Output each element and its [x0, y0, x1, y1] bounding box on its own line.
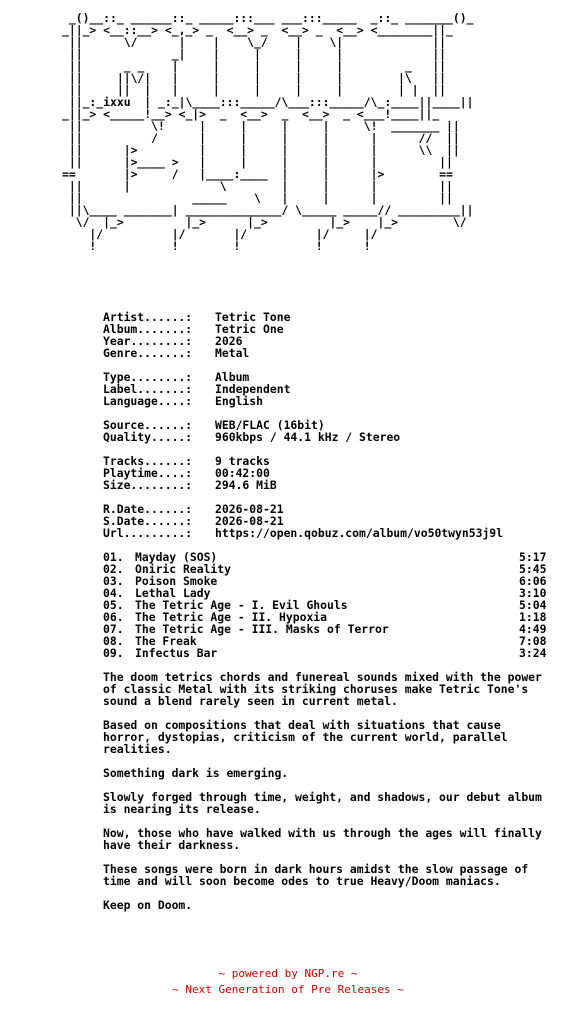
track-duration: 6:06: [519, 574, 547, 588]
track-number: 09.: [103, 646, 124, 660]
album-label: Album.......:: [103, 322, 193, 336]
track-title: The Tetric Age - II. Hypoxia: [135, 610, 328, 624]
track-number: 08.: [103, 634, 124, 648]
release-details: [103, 311, 563, 551]
track-duration: 7:08: [519, 634, 547, 648]
track-number: 06.: [103, 610, 124, 624]
track-duration: 1:18: [519, 610, 547, 624]
tracklist: [103, 551, 563, 671]
description-paragraph: These songs were born in dark hours amidst the slow passage of time and will soon become odes to true Heavy/Doom maniacs.: [103, 862, 529, 888]
type-value: Album: [215, 370, 250, 384]
track-title: The Tetric Age - I. Evil Ghouls: [135, 598, 348, 612]
language-row: [103, 395, 563, 407]
track-title: The Freak: [135, 634, 197, 648]
label-label: Label.......:: [103, 382, 193, 396]
description-paragraph: Based on compositions that deal with situations that cause horror, dystopias, criticism of the current world, parallel realities.: [103, 718, 508, 756]
tracks-label: Tracks......:: [103, 454, 193, 468]
source-label: Source......:: [103, 418, 193, 432]
track-number: 03.: [103, 574, 124, 588]
artist-value: Tetric Tone: [215, 310, 291, 324]
sdate-label: S.Date......:: [103, 514, 193, 528]
track-row: [103, 647, 563, 659]
album-value: Tetric One: [215, 322, 284, 336]
track-duration: 5:45: [519, 562, 547, 576]
size-label: Size........:: [103, 478, 193, 492]
footer-tagline: ~ Next Generation of Pre Releases ~: [172, 983, 404, 996]
playtime-label: Playtime....:: [103, 466, 193, 480]
genre-row: [103, 347, 563, 359]
track-title: Mayday (SOS): [135, 550, 218, 564]
year-label: Year........:: [103, 334, 193, 348]
year-value: 2026: [215, 334, 243, 348]
description-paragraph: Slowly forged through time, weight, and shadows, our debut album is nearing its release.: [103, 790, 542, 816]
track-title: The Tetric Age - III. Masks of Terror: [135, 622, 389, 636]
track-number: 05.: [103, 598, 124, 612]
genre-value: Metal: [215, 346, 250, 360]
playtime-value: 00:42:00: [215, 466, 270, 480]
ascii-art-logo: _()__::_ ______::_ _____:::___ ___:::_____ _::_ _______()_ _||_> <__::__> <_,_> _ <__> _ <__> _ <__> <________||_ || \/ | | \_/ | \| || || _| | | | | || || _ _ | | | | | _ || || ||\/| | | | | | |\ || || || | | | | | | | | || ||_:_ixxu | _:_|\____:::_____/\___:::_____/\_:____||____|| _||_> <_____!__> <_|> _ <__> _ <__> _ <___!____||_ || \! | | | | \! _______ || || / | | | | | // || || |> | | | | | \\ || || |>____ > | | | | | || == |> / |____:____ | | |> == || | \ | | | || || _____ \ | | | || ||\____ _______| ______________/ \_____ _____// _________|| \/ |_> |_> |_> |_> |_> \/ |/ |/ |/ |/ |/ ! ! ! ! !: [62, 11, 474, 253]
size-row: [103, 479, 563, 491]
track-number: 01.: [103, 550, 124, 564]
genre-label: Genre.......:: [103, 346, 193, 360]
sdate-value: 2026-08-21: [215, 514, 284, 528]
description-paragraph: The doom tetrics chords and funereal sounds mixed with the power of classic Metal with its striking choruses make Tetric Tone's sound a blend rarely seen in current metal.: [103, 670, 542, 708]
track-duration: 5:04: [519, 598, 547, 612]
quality-row: [103, 431, 563, 443]
type-label: Type........:: [103, 370, 193, 384]
quality-label: Quality.....:: [103, 430, 193, 444]
description-paragraph: Keep on Doom.: [103, 898, 193, 912]
track-number: 04.: [103, 586, 124, 600]
quality-value: 960kbps / 44.1 kHz / Stereo: [215, 430, 401, 444]
language-value: English: [215, 394, 264, 408]
track-duration: 3:24: [519, 646, 547, 660]
tracks-value: 9 tracks: [215, 454, 270, 468]
release-info: [103, 311, 563, 911]
track-number: 02.: [103, 562, 124, 576]
track-title: Lethal Lady: [135, 586, 211, 600]
label-value: Independent: [215, 382, 291, 396]
track-number: 07.: [103, 622, 124, 636]
language-label: Language....:: [103, 394, 193, 408]
artist-label: Artist......:: [103, 310, 193, 324]
track-duration: 5:17: [519, 550, 547, 564]
source-value: WEB/FLAC (16bit): [215, 418, 325, 432]
track-duration: 3:10: [519, 586, 547, 600]
size-value: 294.6 MiB: [215, 478, 277, 492]
track-title: Infectus Bar: [135, 646, 218, 660]
description-paragraph: Now, those who have walked with us through the ages will finally have their darkness.: [103, 826, 542, 852]
url-row: [103, 527, 563, 539]
rdate-value: 2026-08-21: [215, 502, 284, 516]
description: [103, 671, 563, 911]
track-title: Poison Smoke: [135, 574, 218, 588]
url-value[interactable]: https://open.qobuz.com/album/vo50twyn53j9l: [215, 526, 504, 540]
description-paragraph: Something dark is emerging.: [103, 766, 289, 780]
footer-powered-by[interactable]: ~ powered by NGP.re ~: [218, 967, 358, 980]
url-label: Url.........:: [103, 526, 193, 540]
track-title: Oniric Reality: [135, 562, 232, 576]
rdate-label: R.Date......:: [103, 502, 193, 516]
track-duration: 4:49: [519, 622, 547, 636]
